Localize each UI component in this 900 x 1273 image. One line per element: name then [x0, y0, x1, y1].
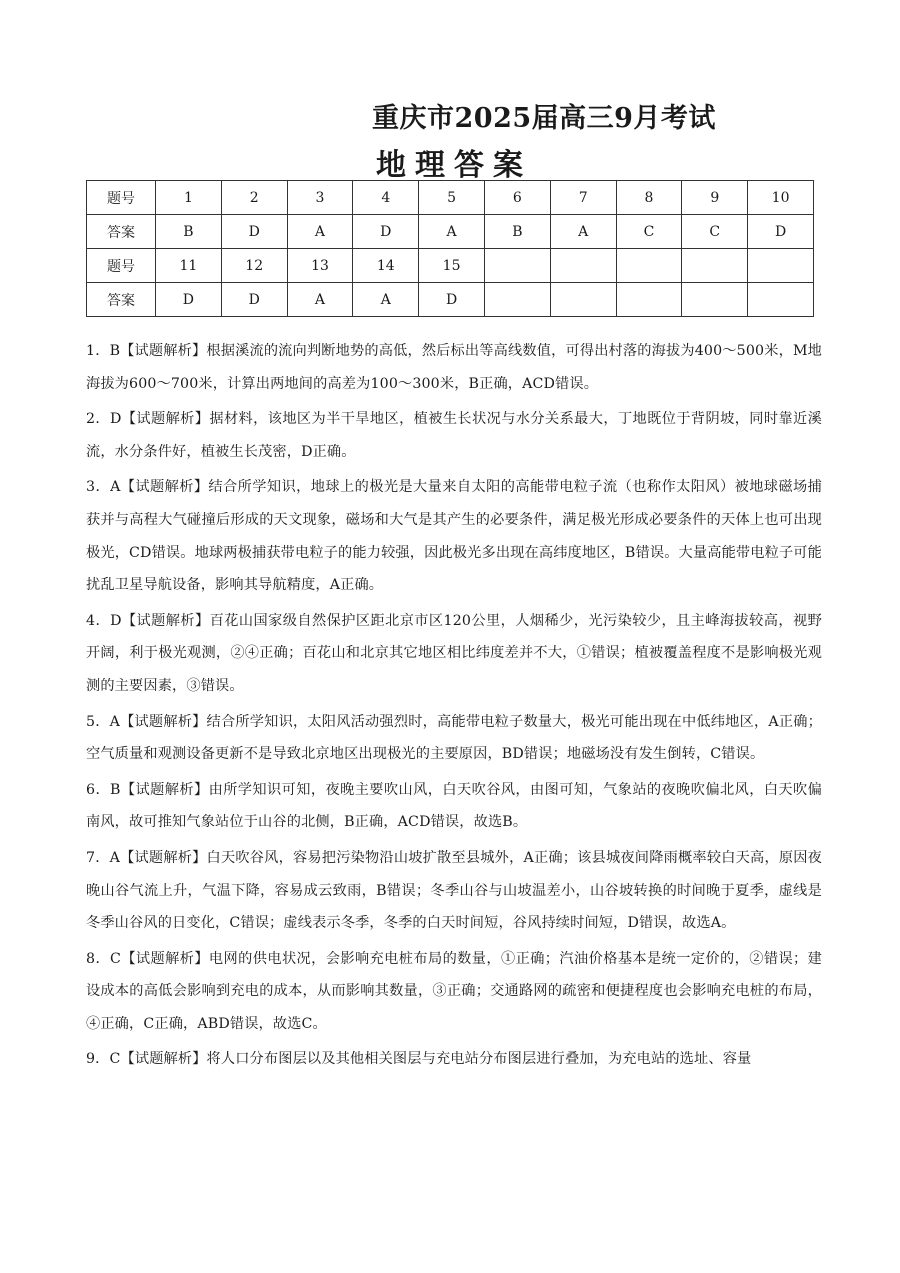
table-cell: 12 — [221, 249, 287, 283]
table-cell: 7 — [550, 181, 616, 215]
table-cell: D — [221, 215, 287, 249]
explanation-item: 9．C【试题解析】将人口分布图层以及其他相关图层与充电站分布图层进行叠加，为充电站的选址、容量 — [86, 1051, 752, 1068]
table-cell: 8 — [616, 181, 682, 215]
explanation-item: 2．D【试题解析】据材料，该地区为半干旱地区，植被生长状况与水分关系最大，丁地既位于背阴坡，同时靠近溪流，水分条件好，植被生长茂密，D正确。 — [86, 411, 822, 460]
table-cell: C — [616, 215, 682, 249]
row-label: 题号 — [87, 249, 156, 283]
table-cell — [550, 283, 616, 317]
table-cell: A — [353, 283, 419, 317]
explanation-item: 5．A【试题解析】结合所学知识，太阳风活动强烈时，高能带电粒子数量大，极光可能出现在中低纬地区，A正确；空气质量和观测设备更新不是导致北京地区出现极光的主要原因，BD错误；地磁场没有发生倒转，C错误。 — [86, 713, 822, 763]
table-cell: D — [419, 283, 485, 317]
table-cell: D — [156, 283, 222, 317]
explanation-item: 8．C【试题解析】电网的供电状况，会影响充电桩布局的数量，①正确；汽油价格基本是统一定价的，②错误；建设成本的高低会影响到充电的成本，从而影响其数量，③正确；交通路网的疏密和便捷程度也会影响充电桩的布局，④正确，C正确，ABD错误，故选C。 — [86, 950, 822, 1032]
answer-table-row — [87, 181, 814, 215]
explanations-section — [86, 335, 822, 1079]
answer-table-row — [87, 249, 814, 283]
table-cell: 2 — [221, 181, 287, 215]
table-cell: 5 — [419, 181, 485, 215]
table-cell: 6 — [484, 181, 550, 215]
table-cell — [616, 283, 682, 317]
table-cell: D — [748, 215, 814, 249]
row-label: 答案 — [87, 283, 156, 317]
row-label: 答案 — [87, 215, 156, 249]
answer-table-row — [87, 283, 814, 317]
table-cell: A — [287, 215, 353, 249]
explanation-item: 1．B【试题解析】根据溪流的流向判断地势的高低，然后标出等高线数值，可得出村落的海拔为400～500米，M地海拔为600～700米，计算出两地间的高差为100～300米，B正确，ACD错误。 — [86, 343, 822, 392]
table-cell: 10 — [748, 181, 814, 215]
page-title: 重庆市2025届高三9月考试 — [372, 103, 716, 134]
table-cell — [616, 249, 682, 283]
table-cell: C — [682, 215, 748, 249]
page-subtitle: 地理答案 — [376, 148, 532, 183]
table-cell — [682, 249, 748, 283]
table-cell — [550, 249, 616, 283]
table-cell: 15 — [419, 249, 485, 283]
table-cell — [484, 249, 550, 283]
explanation-item: 3．A【试题解析】结合所学知识，地球上的极光是大量来自太阳的高能带电粒子流（也称作太阳风）被地球磁场捕获并与高程大气碰撞后形成的天文现象，磁场和大气是其产生的必要条件，满足极光形成必要条件的天体上也可出现极光，CD错误。地球两极捕获带电粒子的能力较强，因此极光多出现在高纬度地区，B错误。大量高能带电粒子可能扰乱卫星导航设备，影响其导航精度，A正确。 — [86, 479, 822, 594]
table-cell: D — [353, 215, 419, 249]
table-cell — [682, 283, 748, 317]
explanation-item: 4．D【试题解析】百花山国家级自然保护区距北京市区120公里，人烟稀少，光污染较少，且主峰海拔较高，视野开阔，利于极光观测，②④正确；百花山和北京其它地区相比纬度差并不大，①错误；植被覆盖程度不是影响极光观测的主要因素，③错误。 — [86, 612, 822, 694]
table-cell: 4 — [353, 181, 419, 215]
table-cell: A — [419, 215, 485, 249]
table-cell — [484, 283, 550, 317]
table-cell: 13 — [287, 249, 353, 283]
explanation-item: 7．A【试题解析】白天吹谷风，容易把污染物沿山坡扩散至县城外，A正确；该县城夜间降雨概率较白天高，原因夜晚山谷气流上升，气温下降，容易成云致雨，B错误；冬季山谷与山坡温差小，山谷坡转换的时间晚于夏季，虚线是冬季山谷风的日变化，C错误；虚线表示冬季，冬季的白天时间短，谷风持续时间短，D错误，故选A。 — [86, 849, 822, 932]
answer-table — [86, 180, 814, 317]
table-cell: 11 — [156, 249, 222, 283]
explanation-item: 6．B【试题解析】由所学知识可知，夜晚主要吹山风，白天吹谷风，由图可知，气象站的夜晚吹偏北风，白天吹偏南风，故可推知气象站位于山谷的北侧，B正确，ACD错误，故选B。 — [86, 781, 822, 831]
table-cell — [748, 249, 814, 283]
table-cell: 14 — [353, 249, 419, 283]
table-cell: 9 — [682, 181, 748, 215]
table-cell: A — [287, 283, 353, 317]
table-cell: B — [484, 215, 550, 249]
answer-table-row — [87, 215, 814, 249]
row-label: 题号 — [87, 181, 156, 215]
table-cell — [748, 283, 814, 317]
table-cell: A — [550, 215, 616, 249]
table-cell: D — [221, 283, 287, 317]
table-cell: 1 — [156, 181, 222, 215]
table-cell: B — [156, 215, 222, 249]
table-cell: 3 — [287, 181, 353, 215]
